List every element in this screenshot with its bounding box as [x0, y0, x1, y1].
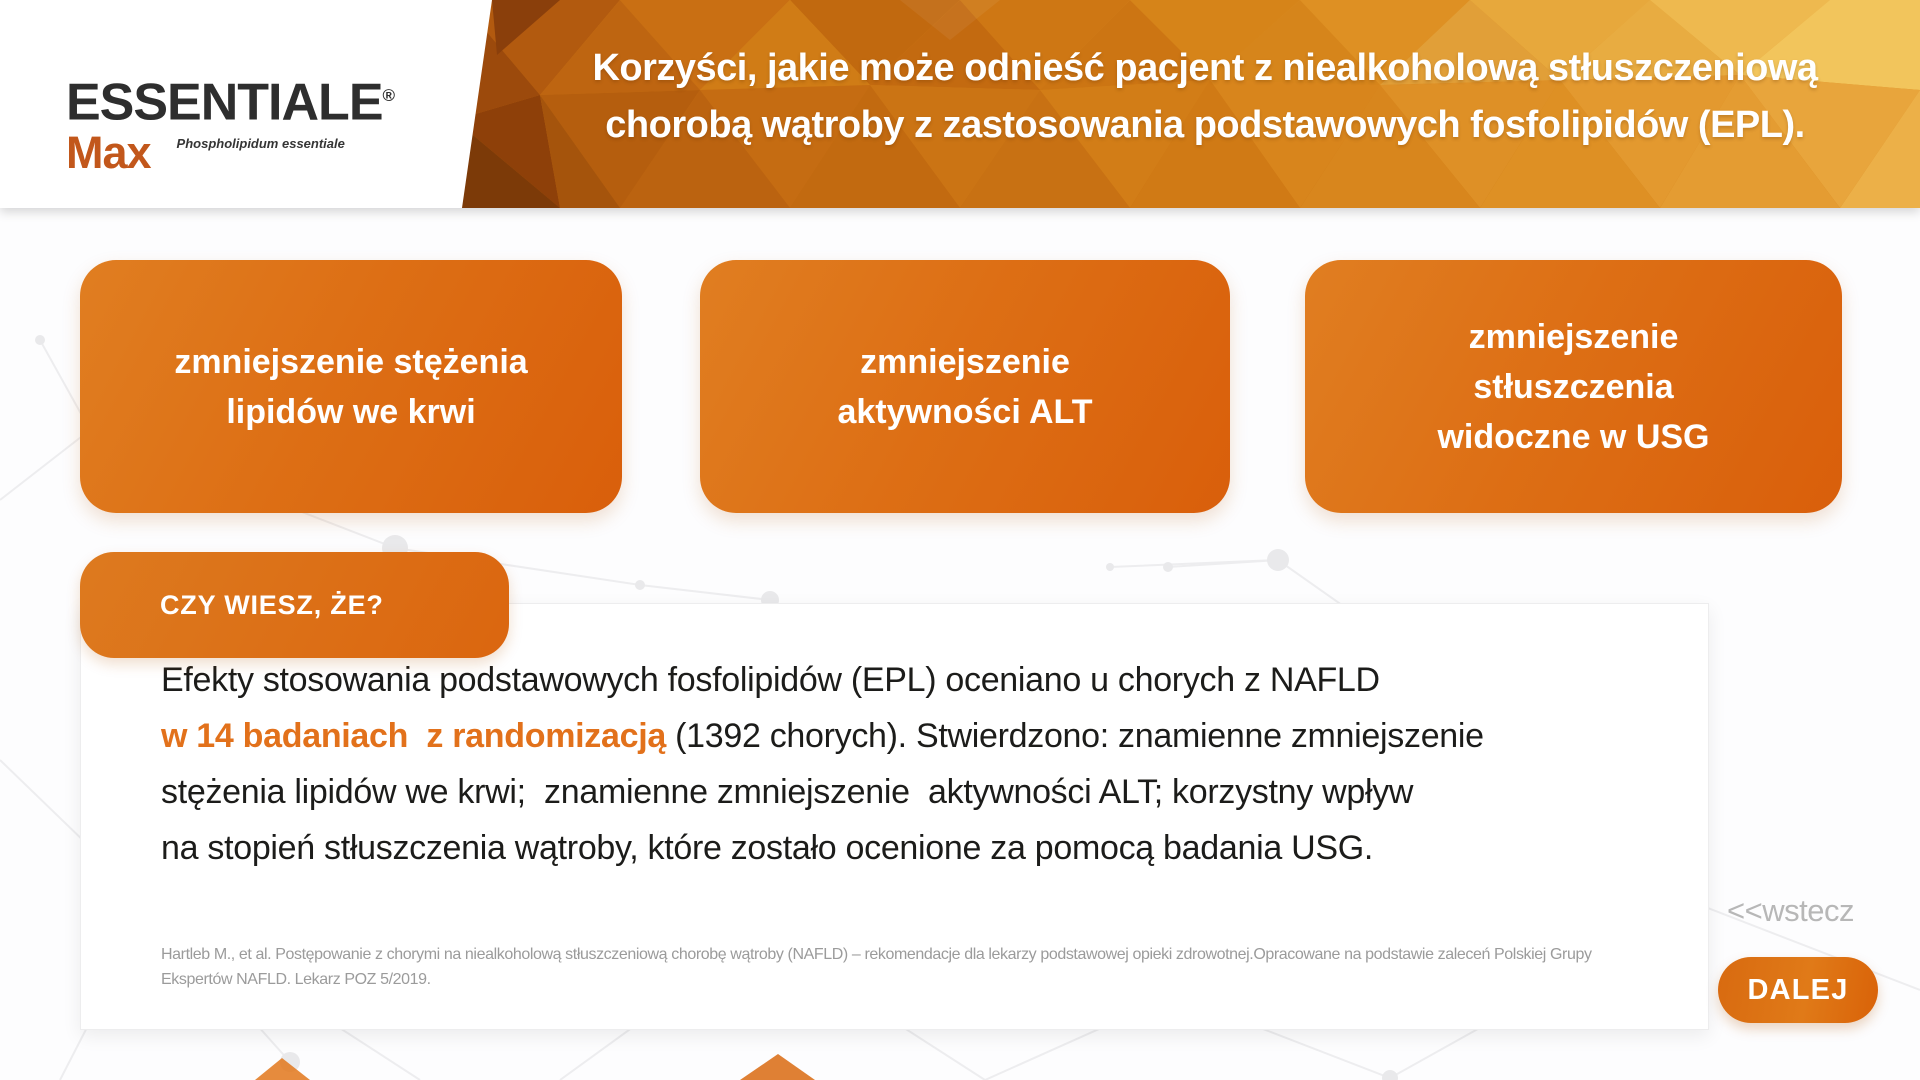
reference-footnote-line2: Ekspertów NAFLD. Lekarz POZ 5/2019.: [161, 971, 431, 988]
page-title-line-2: chorobą wątroby z zastosowania podstawowych fosfolipidów (EPL).: [605, 104, 1805, 146]
card-paragraph: [161, 652, 1484, 876]
benefit-box-alt-line2: aktywności ALT: [837, 392, 1093, 431]
paragraph-line-2: w 14 badaniach z randomizacją (1392 chorych). Stwierdzono: znamienne zmniejszenie: [161, 717, 1484, 755]
benefit-box-usg-line1: zmniejszenie: [1468, 317, 1679, 356]
benefit-box-lipids: [80, 260, 622, 513]
brand-tagline: Phospholipidum essentiale: [176, 136, 345, 152]
benefit-box-usg: [1305, 260, 1842, 513]
brand-sub-name: Max: [66, 127, 151, 179]
benefit-box-lipids-line2: lipidów we krwi: [226, 392, 476, 431]
paragraph-line-4: na stopień stłuszczenia wątroby, które zostało ocenione za pomocą badania USG.: [161, 829, 1374, 867]
paragraph-accent-text: w 14 badaniach z randomizacją: [161, 717, 666, 755]
paragraph-line-1: Efekty stosowania podstawowych fosfolipidów (EPL) oceniano u chorych z NAFLD: [161, 661, 1380, 699]
reference-footnote: [161, 942, 1592, 992]
benefit-box-lipids-line1: zmniejszenie stężenia: [174, 342, 528, 381]
benefit-box-usg-line3: widoczne w USG: [1437, 417, 1710, 456]
back-link[interactable]: <<wstecz: [1727, 893, 1854, 928]
brand-logo: [66, 70, 426, 179]
benefit-box-alt: [700, 260, 1230, 513]
did-you-know-tab: [80, 552, 509, 658]
did-you-know-card: [80, 603, 1709, 1030]
did-you-know-tab-label: CZY WIESZ, ŻE?: [160, 589, 384, 620]
header-band: [0, 0, 1920, 208]
reference-footnote-line1: Hartleb M., et al. Postępowanie z chorymi na niealkoholową stłuszczeniową chorobę wątroby (NAFLD) – rekomendacje dla lekarzy podstawowej opieki zdrowotnej.Opracowane na podstawie zaleceń Polskiej Grupy: [161, 946, 1592, 963]
benefit-box-usg-line2: stłuszczenia: [1473, 367, 1674, 406]
registered-mark: ®: [382, 86, 395, 105]
paragraph-line-3: stężenia lipidów we krwi; znamienne zmniejszenie aktywności ALT; korzystny wpływ: [161, 773, 1414, 811]
page-title: [498, 40, 1912, 154]
benefit-box-alt-line1: zmniejszenie: [860, 342, 1070, 381]
brand-name: ESSENTIALE®: [66, 73, 395, 132]
next-button[interactable]: DALEJ: [1718, 957, 1878, 1023]
page-title-line-1: Korzyści, jakie może odnieść pacjent z niealkoholową stłuszczeniową: [592, 47, 1818, 89]
